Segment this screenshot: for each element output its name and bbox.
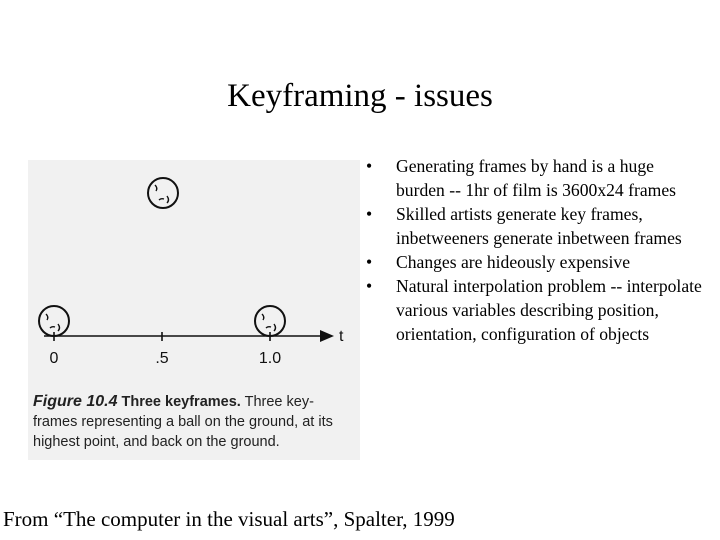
bullet-item: • Changes are hideously expensive: [362, 250, 707, 274]
ball-top-keyframe: [148, 178, 178, 208]
figure-caption: [33, 392, 355, 452]
tick-label: 0: [49, 350, 59, 367]
axis-arrowhead: [320, 330, 334, 342]
axis-label: t: [339, 328, 344, 345]
bullet-item: • Generating frames by hand is a huge burden -- 1hr of film is 3600x24 frames: [362, 154, 707, 202]
slide-title: Keyframing - issues: [227, 78, 493, 114]
tick-label: 1.0: [258, 350, 282, 367]
tick-label: .5: [155, 350, 169, 367]
figure-caption-text: Three key-frames representing a ball on the ground, at its highest point, and back on the ground.: [33, 394, 333, 450]
ball-start-keyframe: [39, 306, 69, 336]
keyframe-diagram: [28, 160, 360, 392]
bullet-item: • Natural interpolation problem -- interpolate various variables describing position, orientation, configuration of objects: [362, 274, 707, 346]
source-citation: From “The computer in the visual arts”, Spalter, 1999: [3, 507, 455, 531]
keyframe-figure: [28, 160, 360, 460]
bullet-item: • Skilled artists generate key frames, inbetweeners generate inbetween frames: [362, 202, 707, 250]
figure-number: Figure 10.4: [33, 393, 118, 410]
bullet-list: [362, 154, 707, 346]
figure-caption-title: Three keyframes.: [121, 394, 241, 410]
ball-end-keyframe: [255, 306, 285, 336]
